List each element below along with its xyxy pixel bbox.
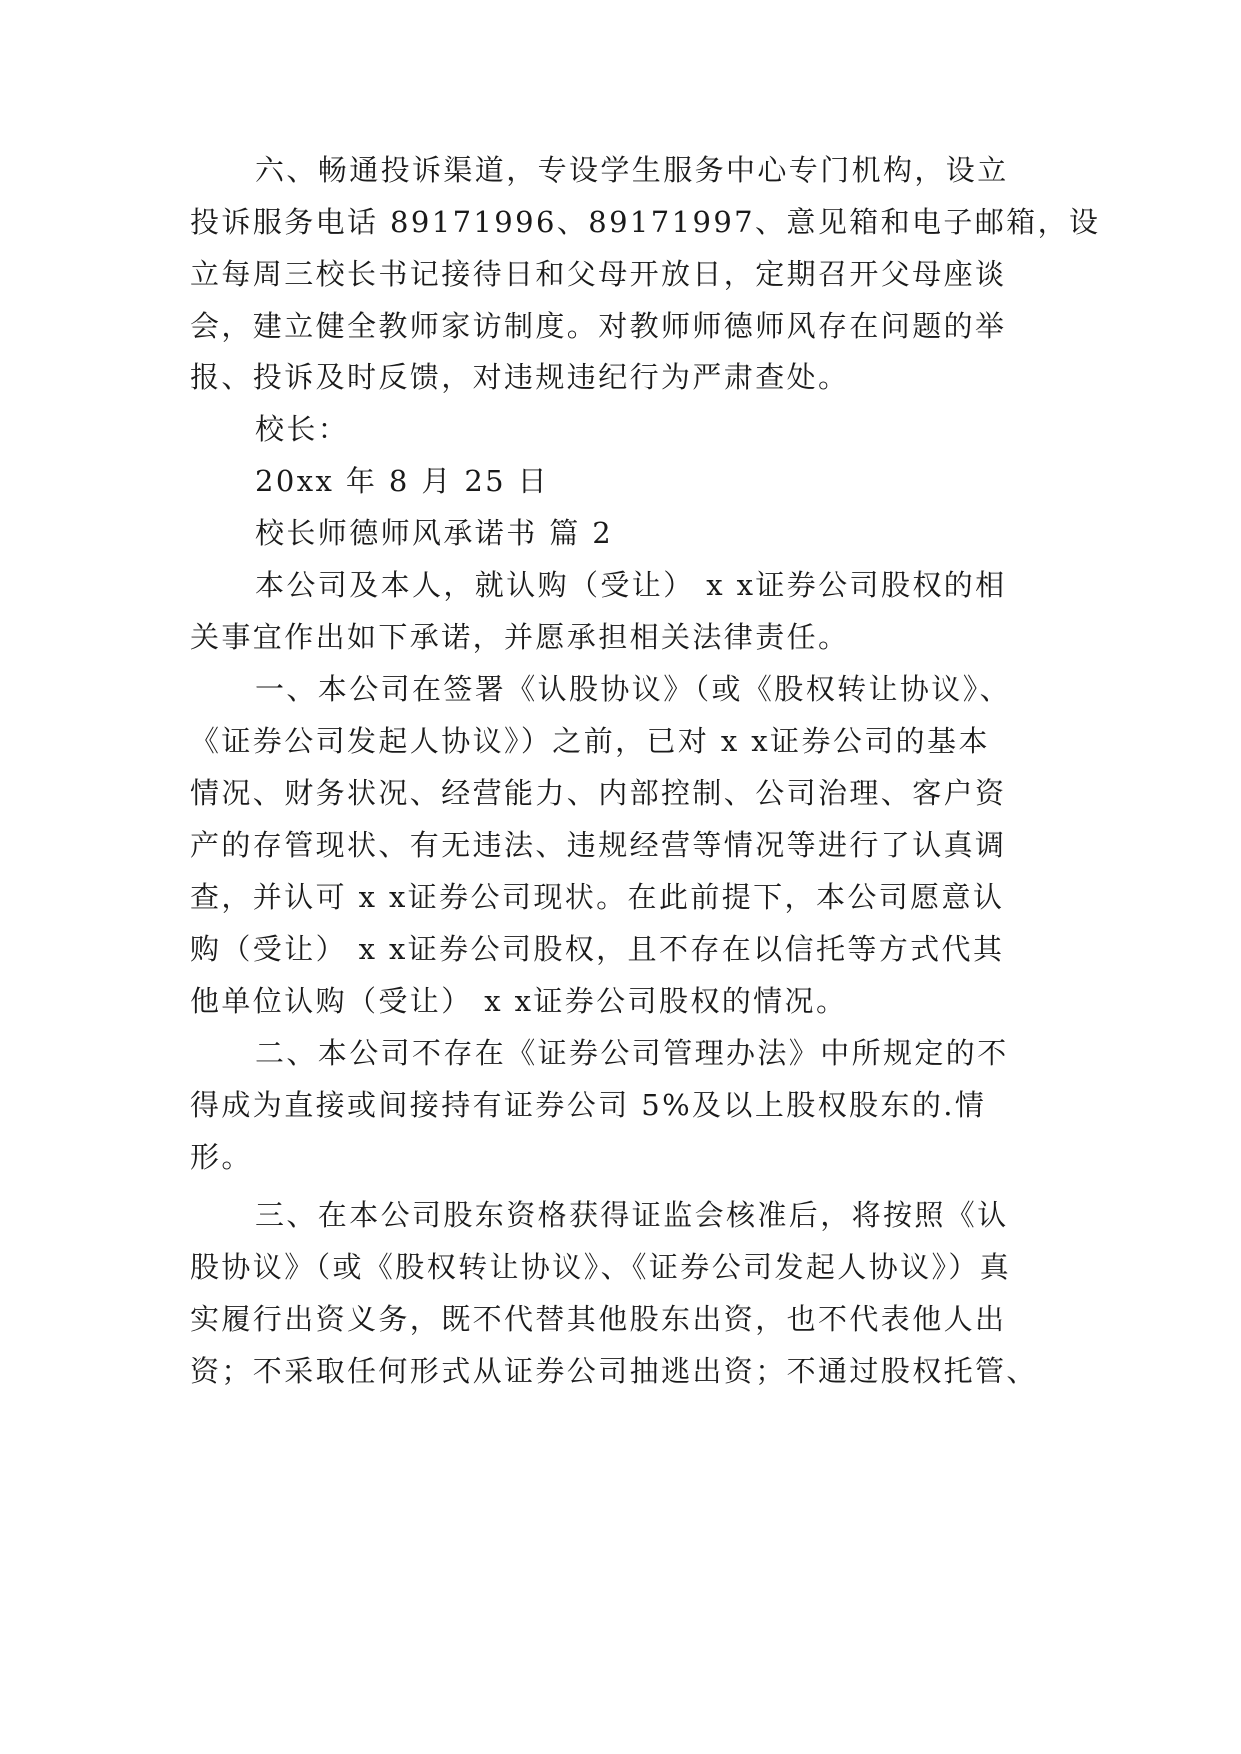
paragraph-line: 资；不采取任何形式从证券公司抽逃出资；不通过股权托管、 bbox=[190, 1354, 1038, 1388]
paragraph-line: 一、本公司在签署《认股协议》（或《股权转让协议》、 bbox=[255, 672, 1012, 706]
paragraph-line: 购（受让） x x证券公司股权，且不存在以信托等方式代其 bbox=[190, 932, 1005, 966]
paragraph-line: 他单位认购（受让） x x证券公司股权的情况。 bbox=[190, 984, 848, 1018]
paragraph-line: 投诉服务电话 89171996、89171997、意见箱和电子邮箱，设 bbox=[190, 205, 1101, 239]
paragraph-line: 得成为直接或间接持有证券公司 5%及以上股权股东的.情 bbox=[190, 1088, 987, 1122]
paragraph-line: 关事宜作出如下承诺，并愿承担相关法律责任。 bbox=[190, 620, 850, 654]
paragraph-line: 情况、财务状况、经营能力、内部控制、公司治理、客户资 bbox=[190, 776, 1007, 810]
paragraph-line: 形。 bbox=[190, 1140, 253, 1174]
paragraph-line: 三、在本公司股东资格获得证监会核准后，将按照《认 bbox=[255, 1198, 1009, 1232]
paragraph-line: 股协议》（或《股权转让协议》、《证券公司发起人协议》）真 bbox=[190, 1250, 1012, 1284]
section-title: 校长师德师风承诺书 篇 2 bbox=[255, 516, 614, 550]
paragraph-line: 立每周三校长书记接待日和父母开放日，定期召开父母座谈 bbox=[190, 257, 1007, 291]
paragraph-line: 本公司及本人，就认购（受让） x x证券公司股权的相 bbox=[255, 568, 1007, 602]
date-line: 20xx 年 8 月 25 日 bbox=[255, 464, 550, 498]
paragraph-line: 《证券公司发起人协议》）之前，已对 x x证券公司的基本 bbox=[190, 724, 990, 758]
paragraph-line: 产的存管现状、有无违法、违规经营等情况等进行了认真调 bbox=[190, 828, 1007, 862]
paragraph-line: 会，建立健全教师家访制度。对教师师德师风存在问题的举 bbox=[190, 309, 1007, 343]
paragraph-line: 二、本公司不存在《证券公司管理办法》中所规定的不 bbox=[255, 1036, 1009, 1070]
paragraph-line: 报、投诉及时反馈，对违规违纪行为严肃查处。 bbox=[190, 360, 850, 394]
paragraph-line: 实履行出资义务，既不代替其他股东出资，也不代表他人出 bbox=[190, 1302, 1007, 1336]
signature-label: 校长： bbox=[255, 412, 350, 446]
paragraph-line: 六、畅通投诉渠道，专设学生服务中心专门机构，设立 bbox=[255, 153, 1009, 187]
paragraph-line: 查，并认可 x x证券公司现状。在此前提下，本公司愿意认 bbox=[190, 880, 1005, 914]
